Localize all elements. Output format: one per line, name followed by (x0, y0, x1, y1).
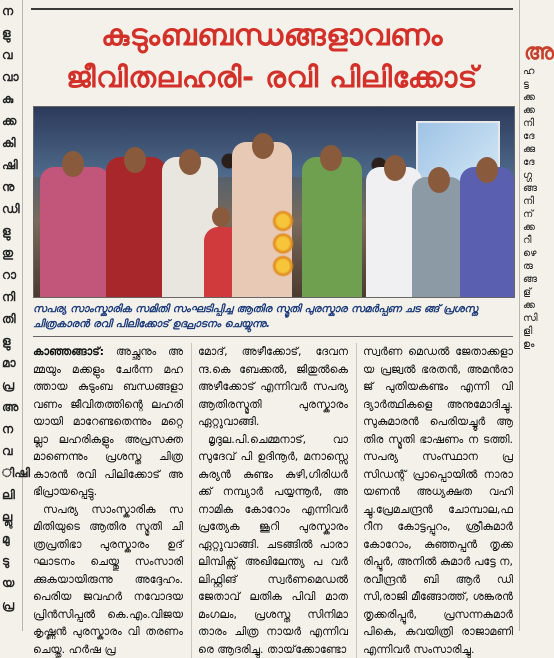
photo-garlanded-lamp (266, 203, 300, 293)
left-column-fragment: മാ (0, 352, 22, 374)
article-column-3 (356, 343, 513, 658)
left-column-fragment: യ (0, 572, 22, 594)
left-column-fragment: നു (0, 176, 22, 198)
right-column-fragment: ക്ക (520, 221, 546, 234)
paragraph-text: സ്വർണ മെഡൽ ജേതാക്കളാ യ പ്രജ്വൽ ഭരതൻ, അമൻരാ ജ് പുതിയകണ്ടം എന്നി വി ദ്യാർത്ഥികളെ അനുമോദിച്ചു. സുകുമാരൻ പെരിയച്ചൂർ ആ തിര സ്മൃതി ഭാഷണം ന ടത്തി. സപര്യ സംസ്ഥാന പ്ര സിഡന്റ് പ്രാപ്പൊയിൽ നാരാ യണൻ അധ്യക്ഷത വഹി ച്ചു.പ്രേമചന്ദ്രൻ ചോമ്പാല,ഫ റീന കോട്ടപ്പുറം, ശ്രീകുമാർ കോറോം, കുഞ്ഞപ്പൻ തൃക്ക രിപ്പൂർ, അനിൽ കുമാർ പട്ടേ ന, രവീന്ദ്രൻ ബി ആർ ഡി സി,രാജി മീങ്ങോത്ത്, ശങ്കരൻ തൃക്കരിപ്പൂർ, പ്രസന്നകുമാർ പികെ, കവയിത്രി രാജാമണി എന്നിവർ സംസാരിച്ചു. (363, 345, 513, 656)
left-column-fragment: ഡി (0, 198, 22, 220)
left-column-fragment: തു (0, 242, 22, 264)
left-column-fragment: നി (0, 286, 22, 308)
right-column-fragment: ദേ (520, 130, 546, 143)
photo-person-head (384, 155, 406, 181)
right-column-fragment: ളി (520, 325, 546, 338)
article-paragraph (33, 343, 183, 501)
left-column-fragment: റാ (0, 264, 22, 286)
left-column-fragment: ഷി (0, 154, 22, 176)
right-column-fragment: നി (520, 195, 546, 208)
photo-person-head (252, 133, 274, 159)
article-body (33, 343, 513, 658)
left-column-fragment: പ്ര (0, 594, 22, 616)
left-column-fragment: കി (0, 132, 22, 154)
photo-person (302, 157, 362, 297)
photo-person-head (428, 167, 450, 193)
left-column-fragment: വാ (0, 66, 22, 88)
right-adjacent-column (519, 0, 546, 631)
left-column-fragment: തി (0, 308, 22, 330)
left-column-fragment: വ (0, 440, 22, 462)
article-paragraph (198, 431, 348, 658)
left-column-fragment: ന (0, 0, 22, 22)
dateline: കാഞ്ഞങ്ങാട്: (33, 345, 104, 358)
top-rule (31, 8, 513, 10)
photo-person (40, 167, 110, 297)
left-column-fragment: ളു (0, 330, 22, 352)
right-column-fragment: ക്ക (520, 299, 546, 312)
right-column-fragment: നി (520, 117, 546, 130)
paragraph-text: മോദ്, അഴീക്കോട്, ദേവന ന്ദ.കെ ബേക്കൽ, ജിതുൽകെ അഴീക്കോട് എന്നിവർ സപര്യ ആതിരസ്മൃതി പുരസ്കാരം ഏറ്റുവാങ്ങി. (198, 345, 348, 428)
right-column-fragment: ഹ (520, 65, 546, 78)
left-column-fragment: വ (0, 44, 22, 66)
paragraph-text: മൃദുല.പി.ചെമ്മനാട്, വാ സുദേവ് പി ഉദിനൂർ, മനാസ്സെ കുര്യൻ കുണ്ടം കുഴി,ഗിരിധർ ക്ക് നമ്പ്യാർ പയ്യന്നൂർ, അ നാമിക കോറോം എന്നിവർ പ്രത്യേക ജൂറി പുരസ്കാരം ഏറ്റുവാങ്ങി. ചടങ്ങിൽ പാരാ ലിമ്പിക്സ് അഖിലേന്ത്യ പ വർ ലിഫ്റ്റിങ് സ്വർണമെഡൽ ജേതാവ് ലതിക പിവി മാത മംഗലം, പ്രശസ്ത സിനിമാ താരം ചിത്ര നായർ എന്നിവ രെ ആദരിച്ചു. തായ്‌ക്കോണ്ടോ (198, 433, 348, 656)
right-column-fragment: ഗ്ഗ (520, 169, 546, 182)
right-column-fragment: ങ്ങ (520, 273, 546, 286)
event-photo (33, 106, 515, 298)
photo-caption: സപര്യ സാംസ്കാരിക സമിതി സംഘടിപ്പിച്ച ആതിര സ്മൃതി പുരസ്കാര സമർപ്പണ ചട ങ്ങ് പ്രശസ്ത ചിത്രകാരൻ രവി പിലിക്കോട് ഉദ്ഘാടനം ചെയ്യുന്നു. (33, 302, 513, 337)
paragraph-text: അച്ഛനും അ മ്മയും മക്കളും ചേർന്ന മഹ ത്തായ കുടുംബ ബന്ധങ്ങളാ വണം ജീവിതത്തിന്റെ ലഹരി യായി മാറേണ്ടതെന്നും മറ്റെ ല്ലാ ലഹരികളും അപ്രസക്ത മാണെന്നും പ്രശസ്ത ചിത്ര കാരൻ രവി പിലിക്കോട് അ ഭിപ്രായപ്പെട്ടു. (33, 345, 183, 498)
photo-person (460, 167, 514, 297)
photo-person-head (212, 207, 230, 227)
left-adjacent-column (0, 0, 23, 631)
article-paragraph (198, 343, 348, 431)
photo-person-head (179, 149, 201, 175)
left-column-fragment: കു (0, 88, 22, 110)
photo-person-head (124, 147, 146, 173)
paragraph-text: സപര്യ സാംസ്കാരിക സ മിതിയുടെ ആതിര സ്മൃതി ചി ത്രപ്രതിഭാ പുരസ്കാരം ഉദ് ഘാടനം ചെയ്തു സംസാരി ക്കുകയായിരുന്നു അദ്ദേഹം. പെരിയ ജവഹർ നവോദയ പ്രിൻസിപ്പൽ കെ.എം.വിജയ കൃഷ്ണൻ പുരസ്കാരം വി തരണം ചെയ്തു. ഹർഷ പ്ര (33, 503, 183, 656)
photo-person-head (320, 145, 342, 171)
right-column-fragment: ക്കു (520, 143, 546, 156)
right-column-fragment: ക്ക (520, 104, 546, 117)
left-column-fragment: ടു (0, 550, 22, 572)
article-column-2 (191, 343, 348, 658)
article-paragraph (363, 343, 513, 658)
right-column-fragment: ട്ട (520, 78, 546, 91)
right-column-fragment: ങ്ങ (520, 182, 546, 195)
right-column-fragment: ഉം (520, 338, 546, 351)
left-column-fragment: ന (0, 418, 22, 440)
left-column-fragment: അ (0, 396, 22, 418)
left-column-fragment: ിഷി (0, 462, 22, 484)
left-column-fragment: ക്ക (0, 110, 22, 132)
right-column-lines (520, 65, 546, 351)
right-column-fragment: സി (520, 312, 546, 325)
left-column-fragment: ളു (0, 220, 22, 242)
headline-line-2: ജീവിതലഹരി- രവി പിലിക്കോട് (27, 58, 517, 96)
right-column-fragment: ദേ (520, 156, 546, 169)
right-column-fragment: റീ (520, 234, 546, 247)
right-column-heading: അ (524, 40, 546, 65)
photo-person (412, 177, 464, 297)
left-column-fragment: ലി (0, 484, 22, 506)
right-column-fragment: രു (520, 260, 546, 273)
left-column-fragment: മു (0, 528, 22, 550)
article-paragraph (33, 501, 183, 658)
news-article (27, 0, 517, 631)
right-column-fragment: ക്ക (520, 91, 546, 104)
photo-person-head (476, 157, 498, 183)
right-column-fragment: ന് (520, 208, 546, 221)
left-column-fragment: ല്ലു (0, 506, 22, 528)
article-column-1 (33, 343, 183, 658)
left-column-fragment: ളു (0, 22, 22, 44)
left-column-fragment: പ്ര (0, 374, 22, 396)
right-column-fragment: ള് (520, 286, 546, 299)
photo-person (106, 157, 166, 297)
headline-line-1: കുടുംബബന്ധങ്ങളാവണം (27, 16, 517, 56)
photo-person-head (62, 151, 84, 177)
right-column-fragment: ഴെ (520, 247, 546, 260)
